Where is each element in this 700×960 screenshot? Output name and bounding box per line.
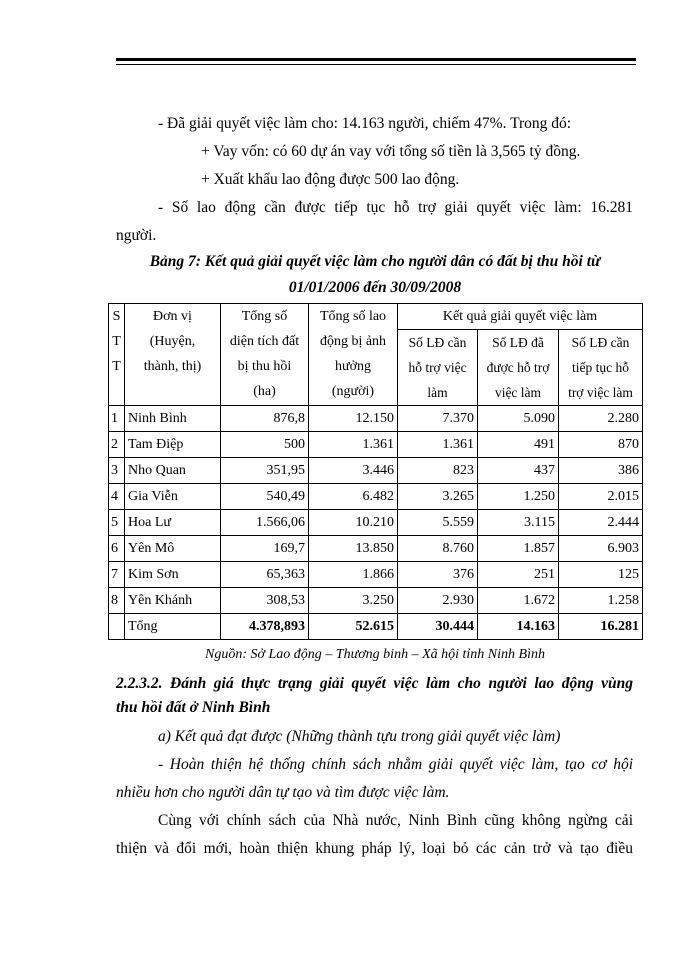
row-done: 1.857 xyxy=(478,536,559,562)
header-unit: Đơn vị (Huyện, thành, thị) xyxy=(125,304,221,406)
table-row xyxy=(109,484,643,510)
header-rule-thin xyxy=(116,64,636,65)
row-affected: 10.210 xyxy=(309,510,398,536)
header-affected: Tổng số lao động bị ảnh hưởng (người) xyxy=(309,304,398,406)
row-continue: 2.015 xyxy=(559,484,643,510)
row-unit: Yên Mô xyxy=(125,536,221,562)
row-affected: 12.150 xyxy=(309,406,398,432)
table-row xyxy=(109,510,643,536)
row-continue: 2.444 xyxy=(559,510,643,536)
header-rule-thick xyxy=(116,58,636,61)
paragraph-line-2: thiện và đổi mới, hoàn thiện khung pháp lý, loại bỏ các cản trở và tạo điều xyxy=(116,840,633,857)
table-title-line-2: 01/01/2006 đến 30/09/2008 xyxy=(288,279,462,296)
row-stt: 3 xyxy=(109,458,125,484)
header-area: Tổng số diện tích đất bị thu hồi (ha) xyxy=(221,304,309,406)
header-done: Số LĐ đã được hỗ trợ việc làm xyxy=(478,330,559,406)
table-title-line-1: Bảng 7: Kết quả giải quyết việc làm cho người dân có đất bị thu hồi từ xyxy=(149,253,601,270)
table-row xyxy=(109,458,643,484)
row-need: 7.370 xyxy=(398,406,478,432)
row-area: 169,7 xyxy=(221,536,309,562)
row-affected: 3.250 xyxy=(309,588,398,614)
total-done: 14.163 xyxy=(478,614,559,640)
bullet-line-2: nhiều hơn cho người dân tự tạo và tìm được việc làm. xyxy=(116,784,450,801)
row-stt: 5 xyxy=(109,510,125,536)
header-need: Số LĐ cần hỗ trợ việc làm xyxy=(398,330,478,406)
intro-line-1: - Đã giải quyết việc làm cho: 14.163 người, chiếm 47%. Trong đó: xyxy=(158,115,572,132)
header-result: Kết quả giải quyết việc làm xyxy=(398,304,643,330)
section-heading-line-1: 2.2.3.2. Đánh giá thực trạng giải quyết việc làm cho người lao động vùng xyxy=(116,675,633,692)
row-area: 876,8 xyxy=(221,406,309,432)
row-area: 500 xyxy=(221,432,309,458)
row-need: 1.361 xyxy=(398,432,478,458)
results-table xyxy=(108,303,643,640)
total-affected: 52.615 xyxy=(309,614,398,640)
table-row xyxy=(109,432,643,458)
row-need: 376 xyxy=(398,562,478,588)
row-unit: Kim Sơn xyxy=(125,562,221,588)
row-done: 3.115 xyxy=(478,510,559,536)
table-source: Nguồn: Sở Lao động – Thương binh – Xã hội tỉnh Ninh Bình xyxy=(205,647,545,662)
total-need: 30.444 xyxy=(398,614,478,640)
row-continue: 870 xyxy=(559,432,643,458)
row-unit: Yên Khánh xyxy=(125,588,221,614)
row-stt: 2 xyxy=(109,432,125,458)
table-row xyxy=(109,562,643,588)
bullet-line-1: - Hoàn thiện hệ thống chính sách nhằm giải quyết việc làm, tạo cơ hội xyxy=(158,756,633,773)
row-unit: Tam Điệp xyxy=(125,432,221,458)
row-need: 5.559 xyxy=(398,510,478,536)
row-area: 308,53 xyxy=(221,588,309,614)
row-affected: 3.446 xyxy=(309,458,398,484)
row-affected: 13.850 xyxy=(309,536,398,562)
row-stt: 1 xyxy=(109,406,125,432)
row-done: 1.672 xyxy=(478,588,559,614)
row-continue: 1.258 xyxy=(559,588,643,614)
total-continue: 16.281 xyxy=(559,614,643,640)
row-area: 540,49 xyxy=(221,484,309,510)
row-done: 251 xyxy=(478,562,559,588)
total-stt xyxy=(109,614,125,640)
intro-line-5: người. xyxy=(116,227,157,244)
row-area: 351,95 xyxy=(221,458,309,484)
row-stt: 4 xyxy=(109,484,125,510)
total-area: 4.378,893 xyxy=(221,614,309,640)
table-row xyxy=(109,406,643,432)
row-need: 8.760 xyxy=(398,536,478,562)
paragraph-line-1: Cùng với chính sách của Nhà nước, Ninh Bình cũng không ngừng cải xyxy=(158,812,633,829)
intro-line-3: + Xuất khẩu lao động được 500 lao động. xyxy=(201,171,460,188)
row-unit: Hoa Lư xyxy=(125,510,221,536)
row-area: 1.566,06 xyxy=(221,510,309,536)
table-row xyxy=(109,588,643,614)
row-affected: 6.482 xyxy=(309,484,398,510)
total-label: Tổng xyxy=(125,614,221,640)
header-continue: Số LĐ cần tiếp tục hỗ trợ việc làm xyxy=(559,330,643,406)
row-continue: 6.903 xyxy=(559,536,643,562)
intro-line-4: - Số lao động cần được tiếp tục hỗ trợ giải quyết việc làm: 16.281 xyxy=(158,199,633,216)
row-need: 3.265 xyxy=(398,484,478,510)
row-need: 2.930 xyxy=(398,588,478,614)
section-heading-line-2: thu hồi đất ở Ninh Bình xyxy=(116,699,271,716)
row-continue: 2.280 xyxy=(559,406,643,432)
row-continue: 386 xyxy=(559,458,643,484)
table-total-row xyxy=(109,614,643,640)
row-unit: Ninh Bình xyxy=(125,406,221,432)
row-unit: Nho Quan xyxy=(125,458,221,484)
row-done: 5.090 xyxy=(478,406,559,432)
row-unit: Gia Viễn xyxy=(125,484,221,510)
intro-line-2: + Vay vốn: có 60 dự án vay với tổng số tiền là 3,565 tỷ đồng. xyxy=(201,143,581,160)
row-stt: 6 xyxy=(109,536,125,562)
subsection-a: a) Kết quả đạt được (Những thành tựu trong giải quyết việc làm) xyxy=(158,728,561,745)
row-stt: 8 xyxy=(109,588,125,614)
row-area: 65,363 xyxy=(221,562,309,588)
row-continue: 125 xyxy=(559,562,643,588)
table-row xyxy=(109,536,643,562)
row-done: 491 xyxy=(478,432,559,458)
header-stt: S T T xyxy=(109,304,125,406)
row-stt: 7 xyxy=(109,562,125,588)
row-done: 1.250 xyxy=(478,484,559,510)
row-done: 437 xyxy=(478,458,559,484)
row-affected: 1.361 xyxy=(309,432,398,458)
row-need: 823 xyxy=(398,458,478,484)
table-header-row-1 xyxy=(109,304,643,330)
row-affected: 1.866 xyxy=(309,562,398,588)
